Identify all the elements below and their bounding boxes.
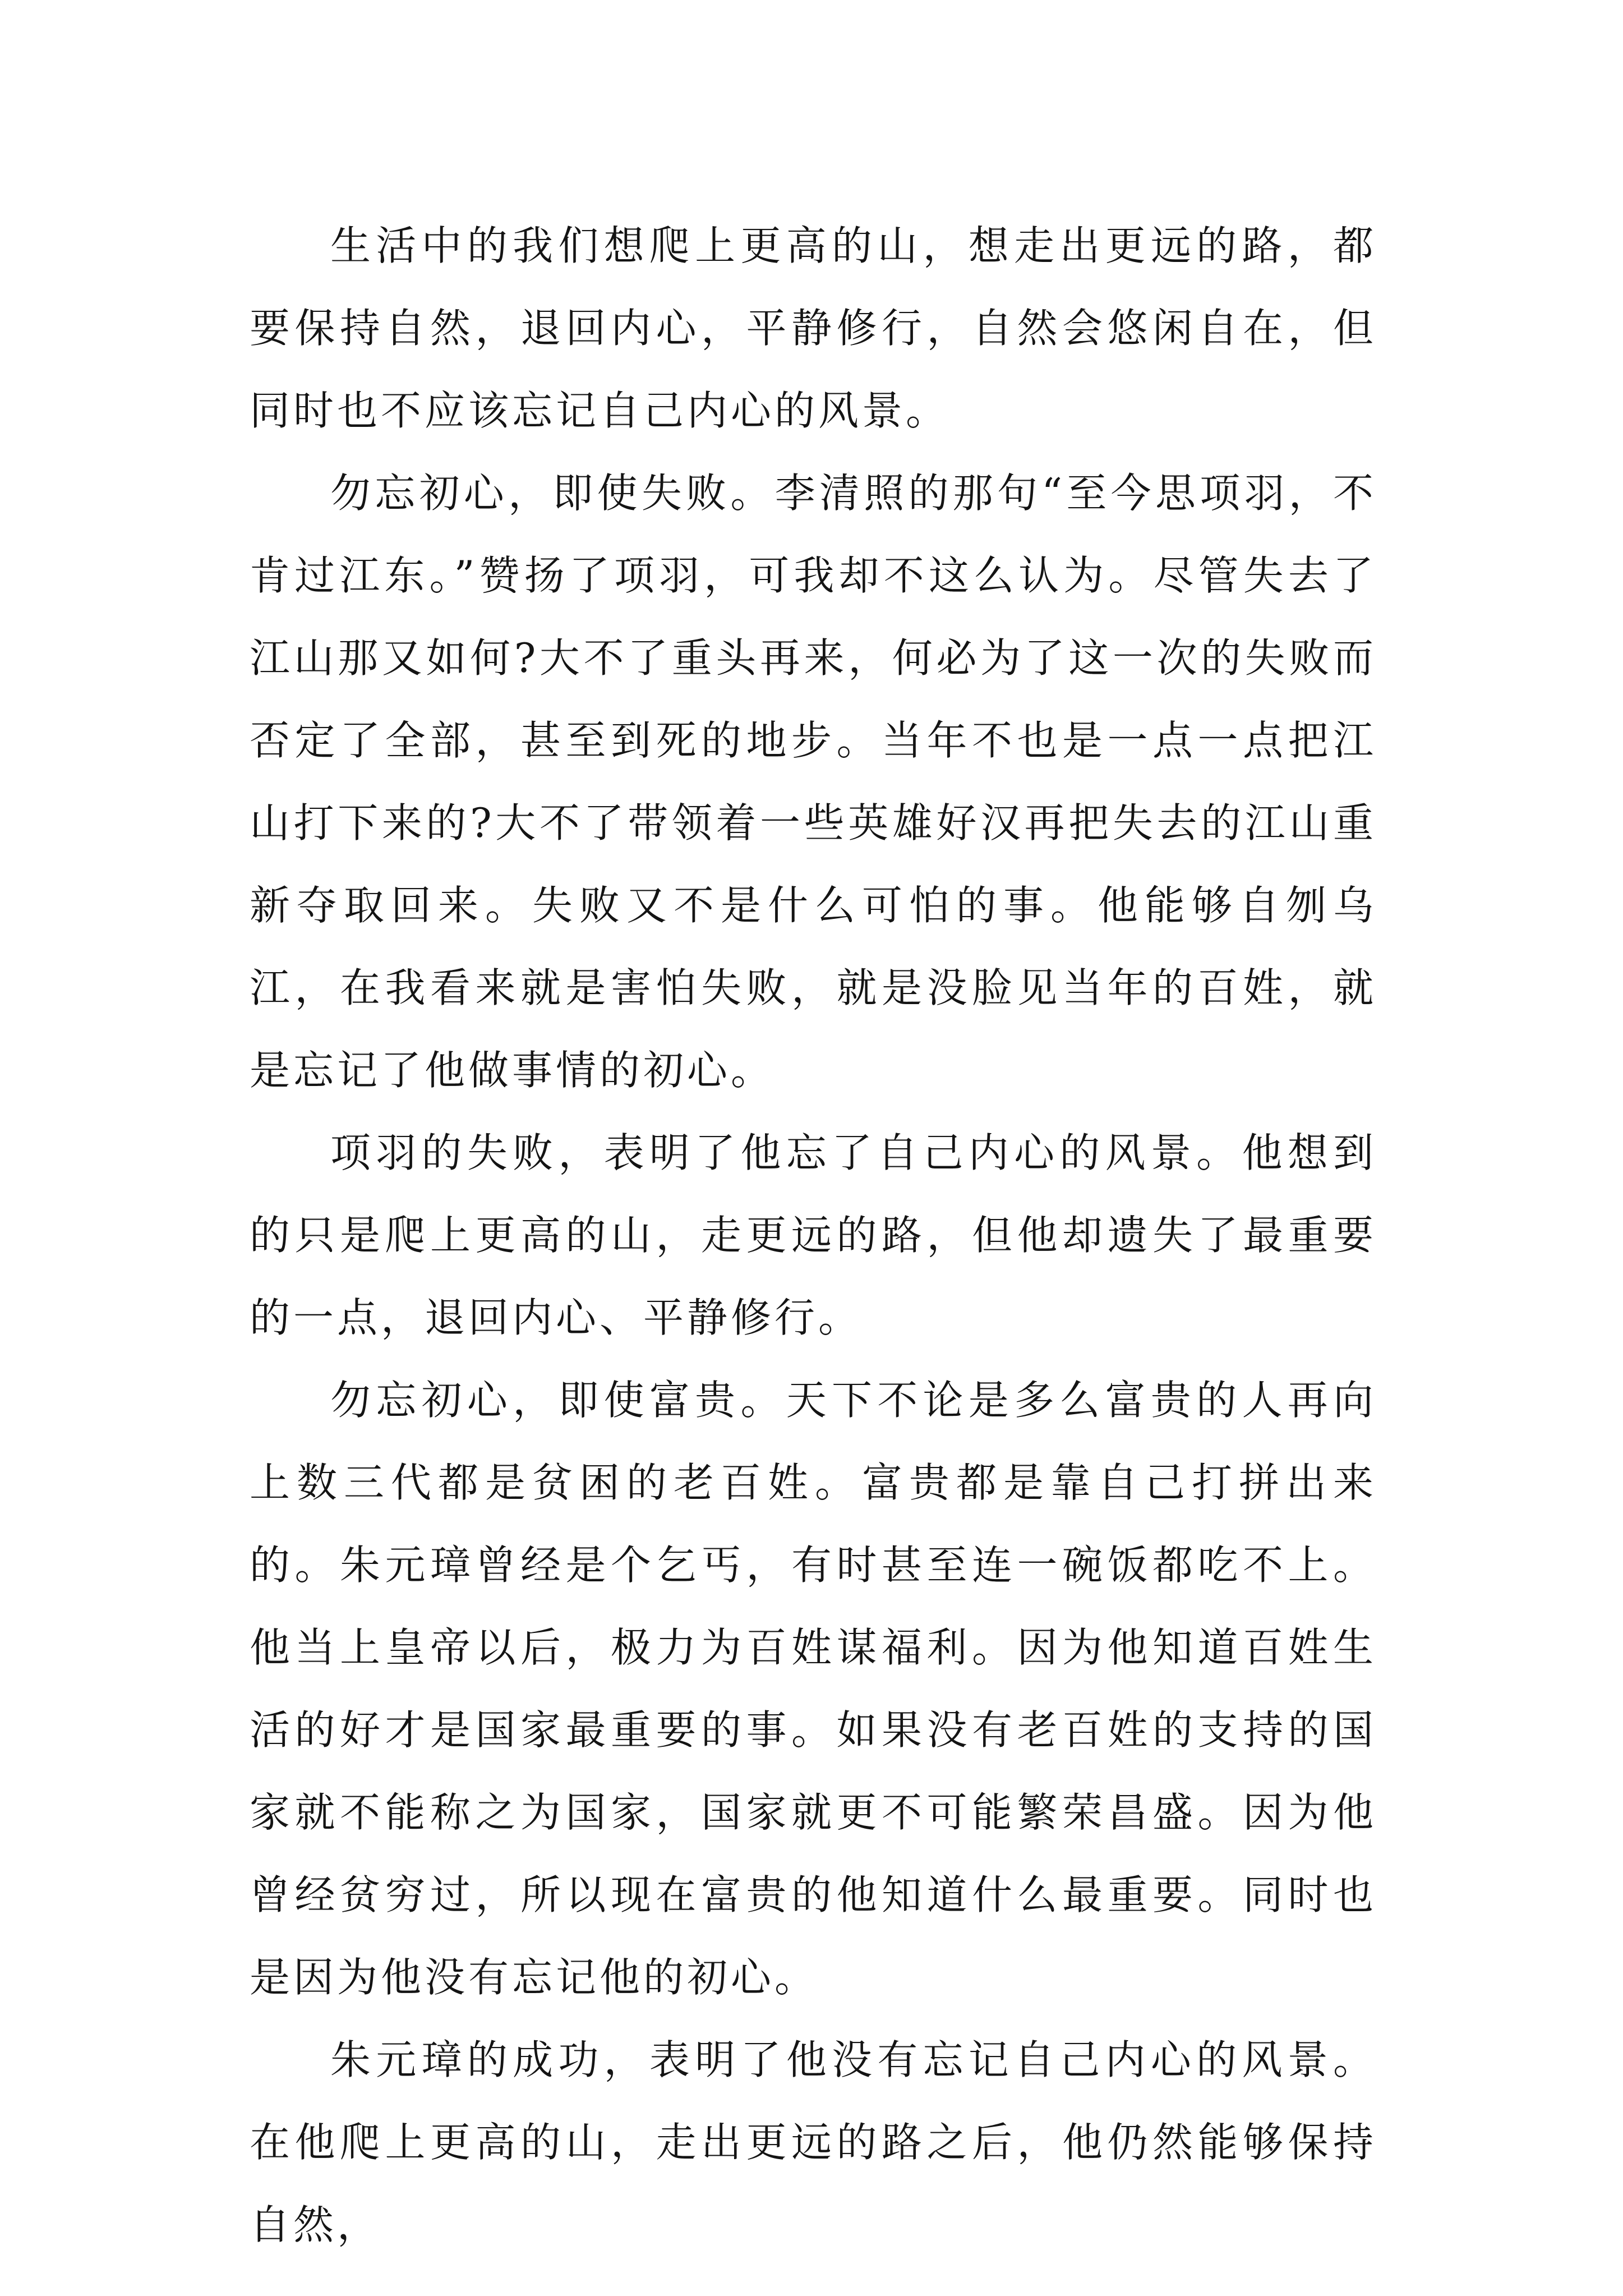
- paragraph-4: 勿忘初心，即使富贵。天下不论是多么富贵的人再向上数三代都是贫困的老百姓。富贵都是靠自己打拼出来的。朱元璋曾经是个乞丐，有时甚至连一碗饭都吃不上。他当上皇帝以后，极力为百姓谋福利。因为他知道百姓生活的好才是国家最重要的事。如果没有老百姓的支持的国家就不能称之为国家，国家就更不可能繁荣昌盛。因为他曾经贫穷过，所以现在富贵的他知道什么最重要。同时也是因为他没有忘记他的初心。: [250, 1377, 1377, 2001]
- paragraph-3: 项羽的失败，表明了他忘了自己内心的风景。他想到的只是爬上更高的山，走更远的路，但他却遗失了最重要的一点，退回内心、平静修行。: [250, 1129, 1377, 1341]
- paragraph-1: 生活中的我们想爬上更高的山，想走出更远的路，都要保持自然，退回内心，平静修行，自然会悠闲自在，但同时也不应该忘记自己内心的风景。: [250, 222, 1377, 434]
- paragraph-2: 勿忘初心，即使失败。李清照的那句“至今思项羽，不肯过江东。”赞扬了项羽，可我却不这么认为。尽管失去了江山那又如何?大不了重头再来，何必为了这一次的失败而否定了全部，甚至到死的地步。当年不也是一点一点把江山打下来的?大不了带领着一些英雄好汉再把失去的江山重新夺取回来。失败又不是什么可怕的事。他能够自刎乌江，在我看来就是害怕失败，就是没脸见当年的百姓，就是忘记了他做事情的初心。: [250, 470, 1377, 1094]
- paragraph-5: 朱元璋的成功，表明了他没有忘记自己内心的风景。在他爬上更高的山，走出更远的路之后，他仍然能够保持自然，: [250, 2036, 1377, 2248]
- document-body: [250, 205, 1377, 2266]
